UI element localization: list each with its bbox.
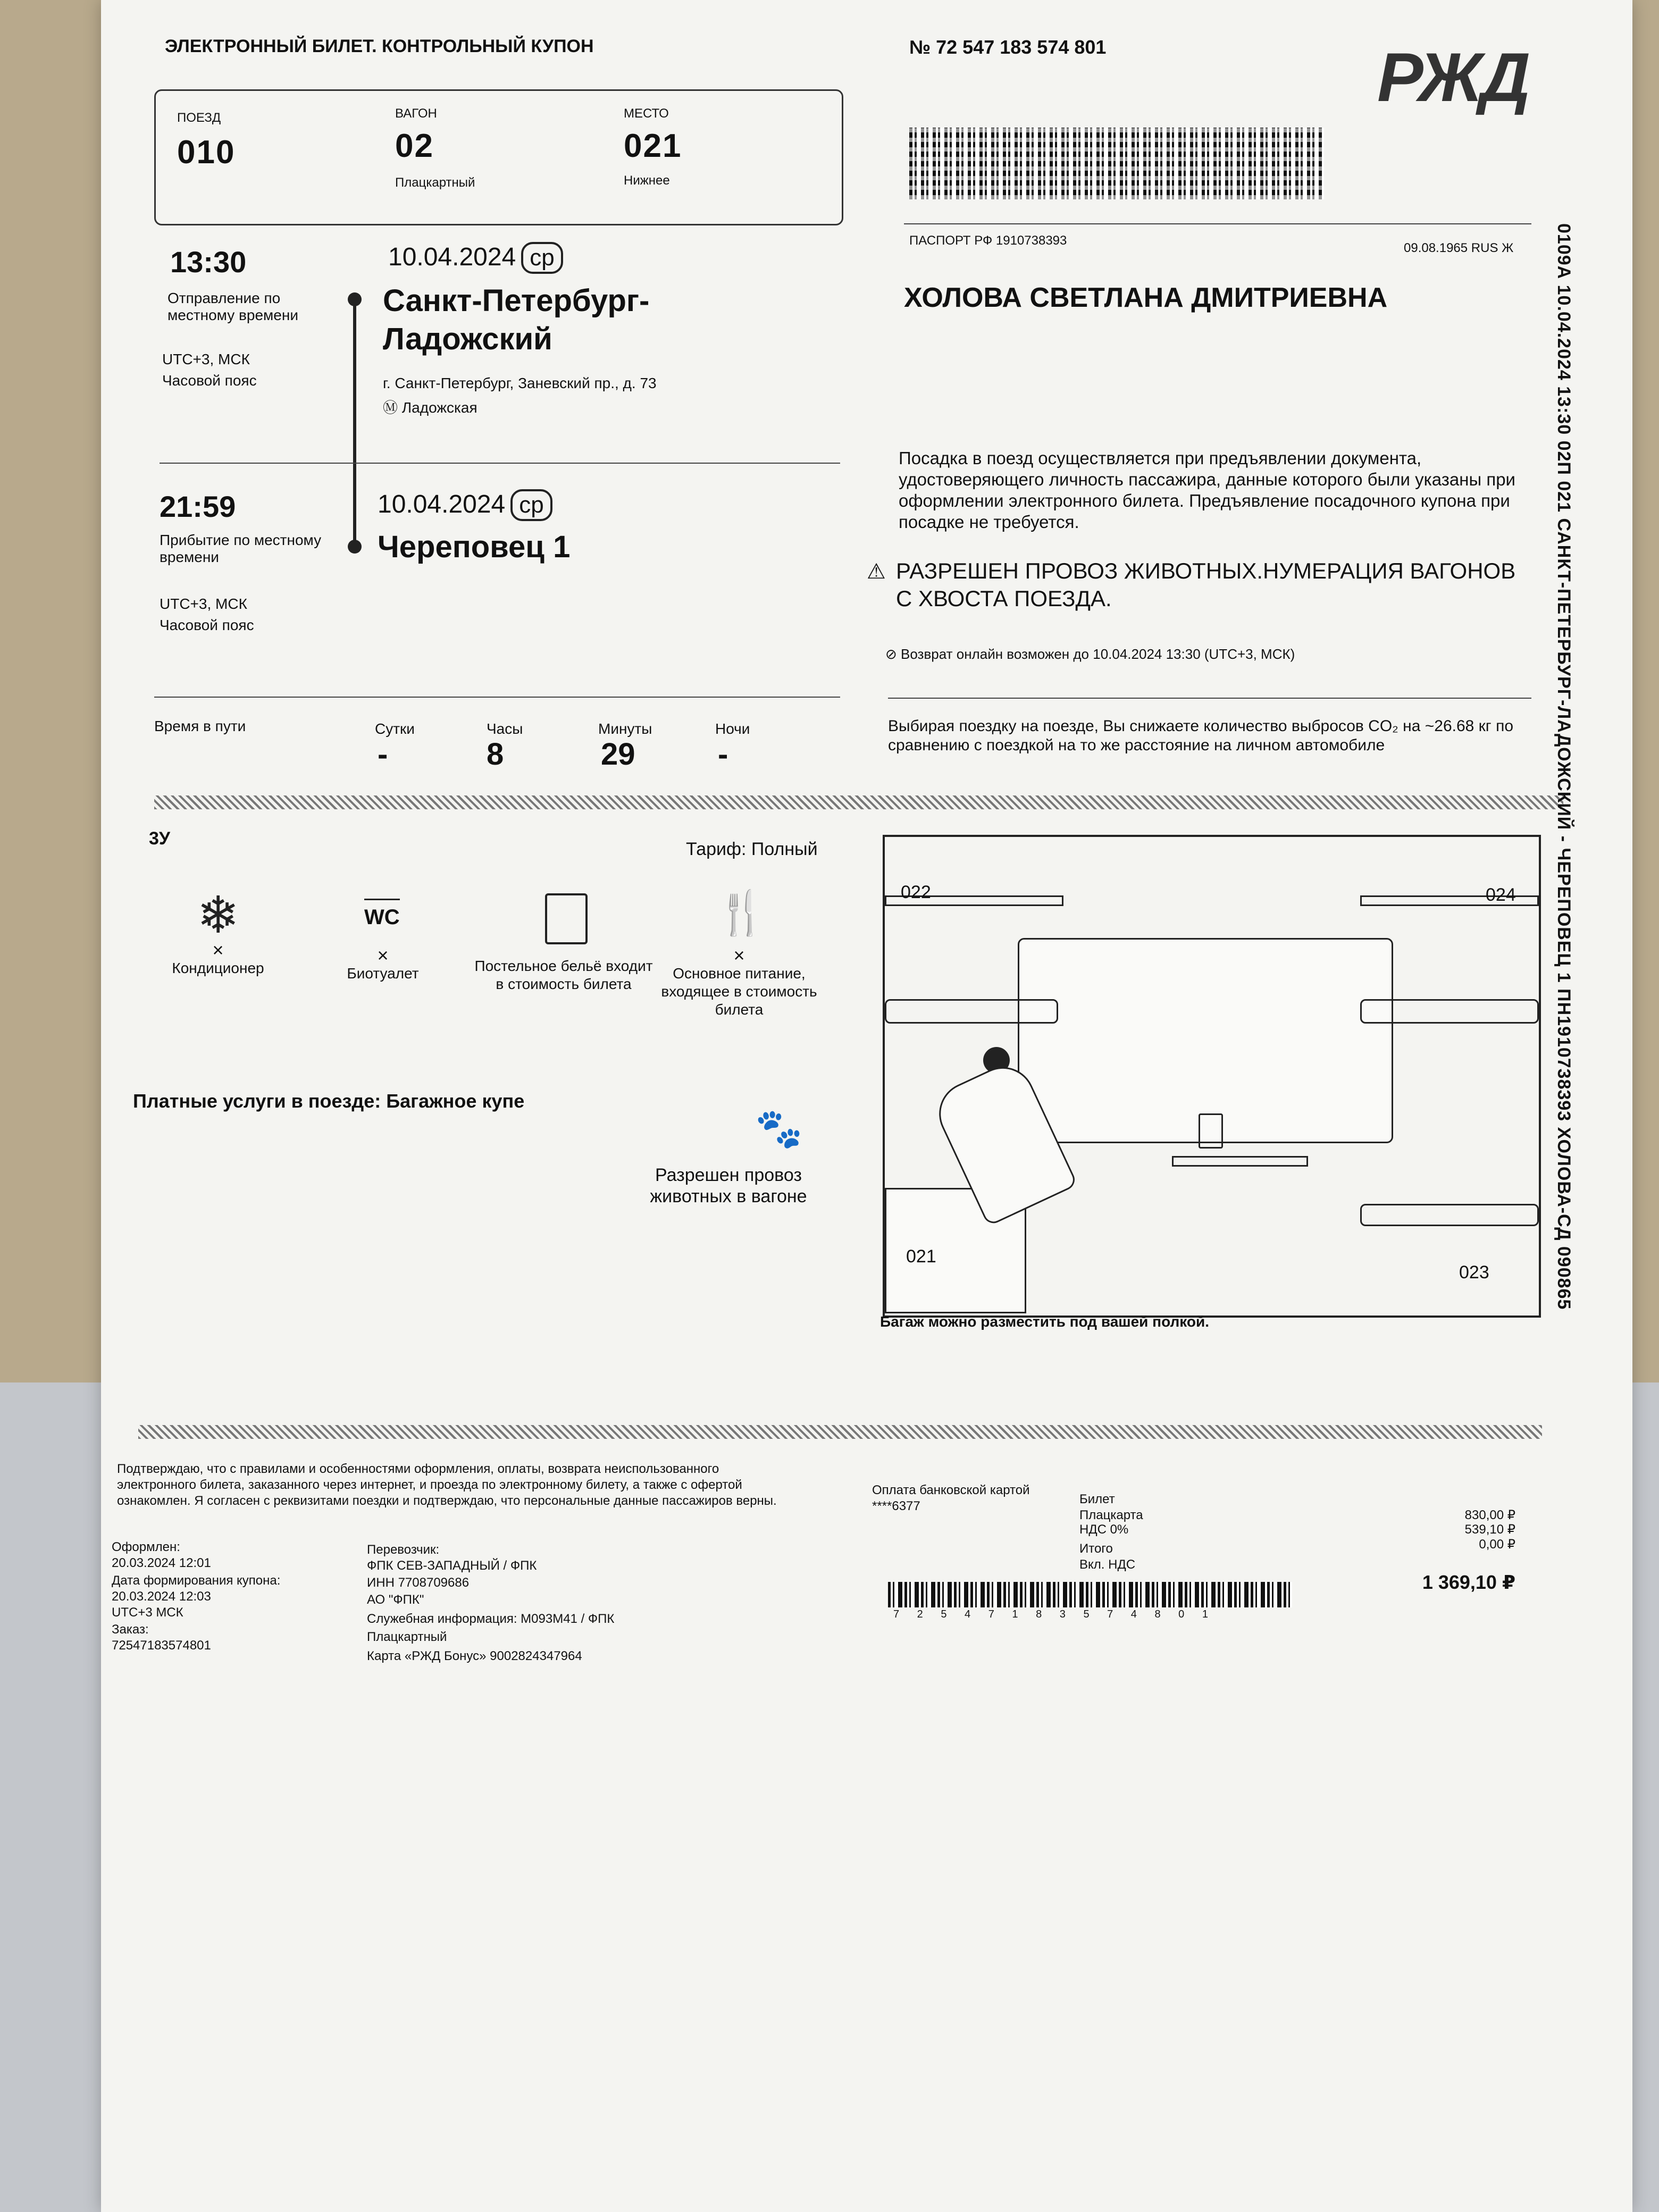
rzd-logo: РЖД — [1377, 38, 1529, 116]
berth-left — [885, 999, 1058, 1024]
days-value: - — [378, 737, 388, 772]
window — [1018, 938, 1393, 1143]
route-end-dot — [348, 540, 362, 554]
paid-services: Платные услуги в поезде: Багажное купе — [133, 1090, 525, 1112]
ticket-sheet — [101, 0, 1632, 2212]
arrival-date-value: 10.04.2024 — [378, 490, 506, 518]
warning-text: РАЗРЕШЕН ПРОВОЗ ЖИВОТНЫХ.НУМЕРАЦИЯ ВАГОНОВ С ХВОСТА ПОЕЗДА. — [896, 558, 1516, 611]
departure-weekday: ср — [521, 242, 563, 274]
card-number: ****6377 — [872, 1499, 920, 1513]
refund-info: ⊘ Возврат онлайн возможен до 10.04.2024 13:30 (UTC+3, МСК) — [885, 646, 1295, 662]
car-label: ВАГОН — [395, 106, 437, 121]
inn: ИНН 7708709686 — [367, 1576, 470, 1590]
minutes-value: 29 — [601, 737, 635, 772]
divider — [154, 697, 840, 698]
price-label-ticket: Билет — [1079, 1492, 1115, 1506]
divider — [904, 223, 1531, 224]
side-text: 0109А 10.04.2024 13:30 02П 021 САНКТ-ПЕТЕРБУРГ-ЛАДОЖСКИЙ - ЧЕРЕПОВЕЦ 1 ПН1910738393 ХОЛОВА-СД 090865 — [1554, 223, 1574, 1310]
payment-method: Оплата банковской картой — [872, 1483, 1030, 1497]
service-meal — [654, 946, 824, 1019]
service-class: 3У — [149, 828, 171, 849]
car-type: Плацкартный — [395, 175, 475, 190]
service-linen — [473, 957, 654, 993]
departure-address: г. Санкт-Петербург, Заневский пр., д. 73 — [383, 375, 657, 391]
carrier-label: Перевозчик: — [367, 1543, 440, 1557]
tariff: Тариф: Полный — [686, 839, 818, 859]
seat-022: 022 — [901, 882, 931, 902]
service-conditioner — [149, 941, 287, 977]
table — [1172, 1156, 1308, 1167]
arrival-tz-label: Часовой пояс — [160, 617, 254, 633]
birth-date: 09.08.1965 RUS Ж — [1404, 241, 1514, 255]
departure-tz-label: Часовой пояс — [162, 372, 257, 389]
departure-station-line1: Санкт-Петербург- — [383, 283, 650, 318]
seat-number: 021 — [624, 128, 682, 164]
passenger-name: ХОЛОВА СВЕТЛАНА ДМИТРИЕВНА — [904, 282, 1388, 313]
service-label: Биотуалет — [347, 965, 419, 982]
service-label: Постельное бельё входит в стоимость билета — [474, 958, 653, 992]
route-line — [353, 298, 356, 548]
hours-label: Часы — [487, 720, 523, 737]
illustration-caption: Багаж можно разместить под вашей полкой. — [880, 1313, 1210, 1330]
departure-time: 13:30 — [170, 245, 247, 279]
barcode-digits: 7 2 5 4 7 1 8 3 5 7 4 8 0 1 — [893, 1608, 1216, 1620]
passport: ПАСПОРТ РФ 1910738393 — [909, 233, 1067, 248]
departure-date-value: 10.04.2024 — [388, 243, 516, 271]
ticket-number: № 72 547 183 574 801 — [909, 36, 1107, 58]
price-reserved: 539,10 ₽ — [1464, 1522, 1515, 1537]
departure-station — [383, 282, 649, 358]
service-biotoilet — [324, 946, 441, 983]
total-price: 1 369,10 ₽ — [1422, 1571, 1515, 1593]
duration-label: Время в пути — [154, 718, 246, 734]
departure-station-line2: Ладожский — [383, 322, 552, 356]
unavailable-mark: × — [733, 944, 745, 966]
arrival-time-label: Прибытие по местному времени — [160, 532, 322, 565]
car-number: 02 — [395, 128, 434, 164]
fork-knife-icon: 🍴 — [715, 889, 768, 936]
departure-time-label: Отправление по местному времени — [167, 290, 298, 323]
qr-barcode — [909, 128, 1324, 199]
ticket-title: ЭЛЕКТРОННЫЙ БИЛЕТ. КОНТРОЛЬНЫЙ КУПОН — [165, 36, 594, 56]
linen-icon — [545, 893, 588, 944]
order-number: 72547183574801 — [112, 1638, 211, 1653]
price-vat: 0,00 ₽ — [1479, 1537, 1515, 1552]
departure-date — [388, 242, 563, 274]
unavailable-mark: × — [212, 939, 224, 961]
issued-label: Оформлен: — [112, 1540, 180, 1554]
issued-date: 20.03.2024 12:01 — [112, 1556, 211, 1570]
coupon-label: Дата формирования купона: — [112, 1573, 281, 1588]
divider — [160, 463, 840, 464]
train-number: 010 — [177, 134, 236, 171]
agreement: Подтверждаю, что с правилами и особенностями оформления, оплаты, возврата неиспользованного электронного билета, заказанного через интернет, и проезда по электронному билету, а также с офертой ознакомлен. Я согласен с реквизитами поездки и подтверждаю, что персональные данные пассажиров верны. — [117, 1462, 777, 1508]
seat-024: 024 — [1486, 885, 1516, 905]
company: АО "ФПК" — [367, 1593, 424, 1607]
mug-icon — [1199, 1113, 1223, 1149]
wc-icon: WC — [364, 899, 400, 929]
eco-note: Выбирая поездку на поезде, Вы снижаете количество выбросов CO₂ на ~26.68 кг по сравнению с поездкой на то же расстояние на личном автомобиле — [888, 717, 1514, 754]
minutes-label: Минуты — [598, 720, 652, 737]
linear-barcode — [888, 1582, 1292, 1607]
hatch-separator — [154, 795, 1563, 809]
price-label-vat: НДС 0% — [1079, 1522, 1129, 1537]
seat-type: Нижнее — [624, 173, 670, 188]
days-label: Сутки — [375, 720, 415, 737]
route-start-dot — [348, 292, 362, 306]
snowflake-icon: ❄ — [197, 887, 240, 944]
hours-value: 8 — [487, 737, 504, 772]
arrival-time: 21:59 — [160, 490, 236, 523]
boarding-note: Посадка в поезд осуществляется при предъявлении документа, удостоверяющего личность пассажира, данные которого были указаны при оформлении электронного билета. Предъявление посадочного купона при посадке не требуется. — [899, 448, 1515, 532]
berth-lower-right — [1360, 1204, 1539, 1226]
price-label-reserved: Плацкарта — [1079, 1508, 1143, 1522]
pets-icon: 🐾 — [755, 1108, 803, 1150]
seat-label: МЕСТО — [624, 106, 669, 121]
price-label-total: Итого — [1079, 1541, 1113, 1556]
nights-value: - — [718, 737, 728, 772]
berth-right — [1360, 999, 1539, 1024]
carrier: ФПК СЕВ-ЗАПАДНЫЙ / ФПК — [367, 1559, 537, 1573]
price-ticket: 830,00 ₽ — [1464, 1508, 1515, 1522]
train-box — [154, 89, 843, 225]
coupon-tz: UTC+3 МСК — [112, 1605, 183, 1620]
arrival-tz: UTC+3, МСК — [160, 596, 247, 612]
order-label: Заказ: — [112, 1622, 149, 1637]
service-label: Основное питание, входящее в стоимость билета — [661, 965, 817, 1018]
departure-tz: UTC+3, МСК — [162, 351, 250, 367]
unavailable-mark: × — [377, 944, 389, 966]
refund-text: Возврат онлайн возможен до 10.04.2024 13:30 (UTC+3, МСК) — [901, 646, 1295, 662]
compartment-illustration — [883, 835, 1541, 1318]
coupon-date: 20.03.2024 12:03 — [112, 1589, 211, 1604]
service-info: Служебная информация: М093М41 / ФПК — [367, 1612, 615, 1626]
price-label-incl-vat: Вкл. НДС — [1079, 1557, 1136, 1572]
service-label: Кондиционер — [172, 960, 264, 976]
bonus-card: Карта «РЖД Бонус» 9002824347964 — [367, 1649, 582, 1663]
departure-metro: Ⓜ Ладожская — [383, 399, 477, 416]
seat-023: 023 — [1459, 1262, 1489, 1283]
hatch-separator — [138, 1425, 1542, 1439]
divider — [888, 698, 1531, 699]
arrival-date — [378, 489, 552, 521]
arrival-station: Череповец 1 — [378, 530, 571, 564]
warning-icon: ⚠ — [867, 560, 886, 583]
train-label: ПОЕЗД — [177, 111, 221, 125]
seat-021: 021 — [906, 1246, 936, 1267]
car-class: Плацкартный — [367, 1630, 447, 1644]
nights-label: Ночи — [715, 720, 750, 737]
arrival-weekday: ср — [510, 489, 552, 521]
pets-allowed: Разрешен провоз животных в вагоне — [650, 1165, 807, 1206]
